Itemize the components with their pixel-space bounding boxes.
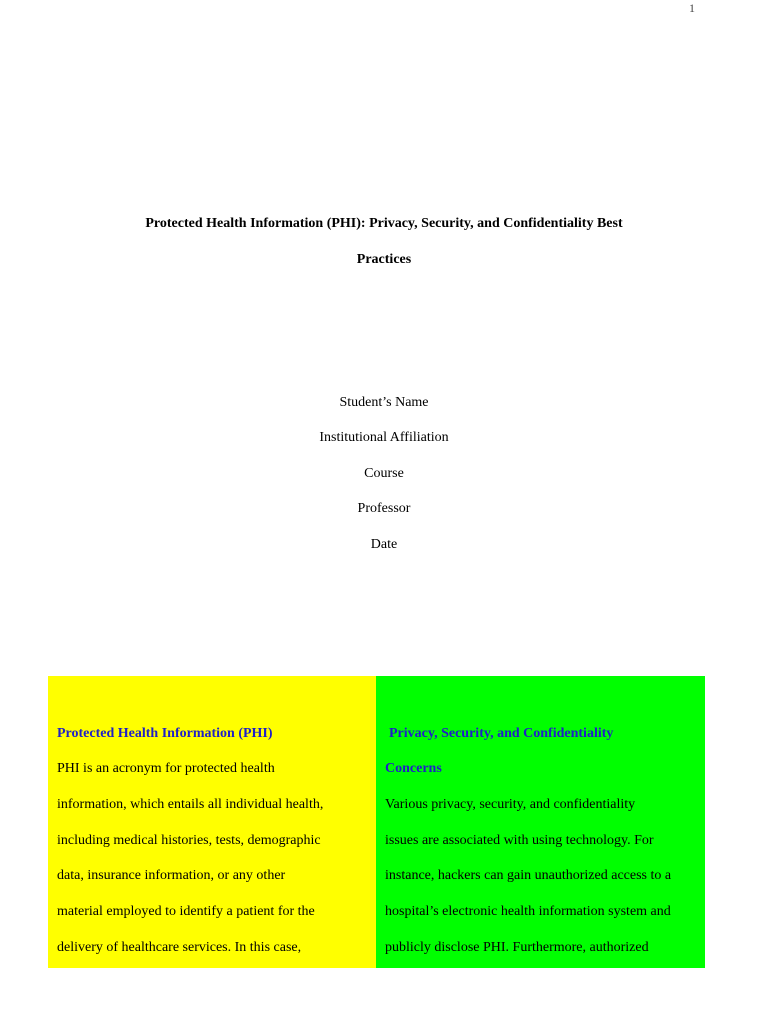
privacy-concerns-panel <box>376 676 705 968</box>
student-name: Student’s Name <box>339 395 429 410</box>
date: Date <box>370 537 398 552</box>
phi-panel-line: material employed to identify a patient for the <box>57 904 315 919</box>
phi-panel-heading: Protected Health Information (PHI) <box>57 726 273 741</box>
concerns-panel-line: publicly disclose PHI. Furthermore, authorized <box>385 940 649 955</box>
institutional-affiliation: Institutional Affiliation <box>319 430 449 445</box>
professor: Professor <box>357 501 411 516</box>
concerns-panel-line: issues are associated with using technology. For <box>385 833 654 848</box>
concerns-panel-heading-line-2: Concerns <box>385 761 442 776</box>
document-title-line-2: Practices <box>356 252 412 267</box>
concerns-panel-heading-line-1: Privacy, Security, and Confidentiality <box>389 726 614 741</box>
page-number: 1 <box>689 1 695 15</box>
document-title-line-1: Protected Health Information (PHI): Privacy, Security, and Confidentiality Best <box>145 216 623 231</box>
phi-definition-panel <box>48 676 376 968</box>
phi-panel-line: delivery of healthcare services. In this case, <box>57 940 302 955</box>
phi-panel-line: data, insurance information, or any other <box>57 868 286 883</box>
phi-panel-line: PHI is an acronym for protected health <box>57 761 275 776</box>
concerns-panel-line: Various privacy, security, and confidentiality <box>385 797 636 812</box>
phi-panel-line: including medical histories, tests, demographic <box>57 833 321 848</box>
concerns-panel-line: instance, hackers can gain unauthorized access to a <box>385 868 672 883</box>
course: Course <box>364 466 404 481</box>
concerns-panel-line: hospital’s electronic health information system and <box>385 904 671 919</box>
phi-panel-line: information, which entails all individual health, <box>57 797 324 812</box>
